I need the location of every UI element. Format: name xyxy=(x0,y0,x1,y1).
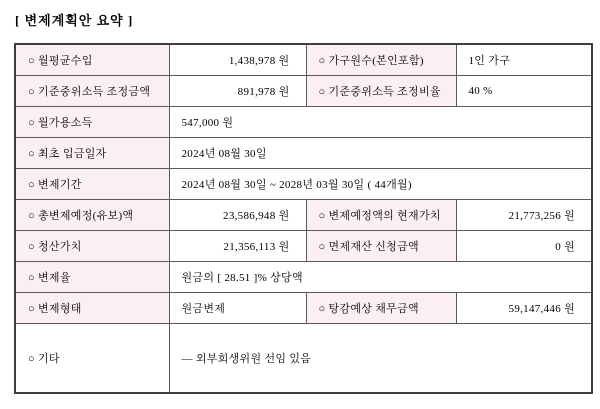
row-value-present-value-of-repayment: 21,773,256 원 xyxy=(456,199,592,230)
row-label-repayment-period: ○ 변제기간 xyxy=(15,168,169,199)
summary-table xyxy=(14,43,593,394)
row-value-repayment-rate: 원금의 [ 28.51 ]% 상당액 xyxy=(169,261,592,292)
row-value-expected-debt-reduction: 59,147,446 원 xyxy=(456,292,592,323)
row-value-etc: — 외부회생위원 선임 있음 xyxy=(169,323,592,393)
table-row xyxy=(15,230,592,261)
table-row xyxy=(15,168,592,199)
row-label-median-income-adjusted-amount: ○ 기준중위소득 조정금액 xyxy=(15,75,169,106)
row-label-monthly-disposable-income: ○ 월가용소득 xyxy=(15,106,169,137)
table-row xyxy=(15,106,592,137)
row-label-expected-debt-reduction: ○ 탕감예상 채무금액 xyxy=(306,292,456,323)
row-value-monthly-avg-income: 1,438,978 원 xyxy=(169,44,306,75)
page-title: [ 변제계획안 요약 ] xyxy=(15,13,134,28)
row-label-total-expected-repayment: ○ 총변제예정(유보)액 xyxy=(15,199,169,230)
row-label-repayment-rate: ○ 변제율 xyxy=(15,261,169,292)
row-label-present-value-of-repayment: ○ 변제예정액의 현재가치 xyxy=(306,199,456,230)
table-row xyxy=(15,137,592,168)
row-value-median-income-adjust-ratio: 40 % xyxy=(456,75,592,106)
row-label-liquidation-value: ○ 청산가치 xyxy=(15,230,169,261)
row-label-etc: ○ 기타 xyxy=(15,323,169,393)
row-value-household-members: 1인 가구 xyxy=(456,44,592,75)
table-row xyxy=(15,199,592,230)
table-row xyxy=(15,261,592,292)
row-value-exempt-property-request: 0 원 xyxy=(456,230,592,261)
row-value-monthly-disposable-income: 547,000 원 xyxy=(169,106,592,137)
row-label-monthly-avg-income: ○ 월평균수입 xyxy=(15,44,169,75)
row-value-repayment-period: 2024년 08월 30일 ~ 2028년 03월 30일 ( 44개월) xyxy=(169,168,592,199)
row-label-repayment-form: ○ 변제형태 xyxy=(15,292,169,323)
row-label-exempt-property-request: ○ 면제재산 신청금액 xyxy=(306,230,456,261)
table-row xyxy=(15,323,592,393)
row-value-first-deposit-date: 2024년 08월 30일 xyxy=(169,137,592,168)
table-row xyxy=(15,44,592,75)
row-label-median-income-adjust-ratio: ○ 기준중위소득 조정비율 xyxy=(306,75,456,106)
row-value-repayment-form: 원금변제 xyxy=(169,292,306,323)
row-value-total-expected-repayment: 23,586,948 원 xyxy=(169,199,306,230)
table-row xyxy=(15,75,592,106)
row-label-first-deposit-date: ○ 최초 입금일자 xyxy=(15,137,169,168)
row-label-household-members: ○ 가구원수(본인포함) xyxy=(306,44,456,75)
table-row xyxy=(15,292,592,323)
row-value-liquidation-value: 21,356,113 원 xyxy=(169,230,306,261)
row-value-median-income-adjusted-amount: 891,978 원 xyxy=(169,75,306,106)
